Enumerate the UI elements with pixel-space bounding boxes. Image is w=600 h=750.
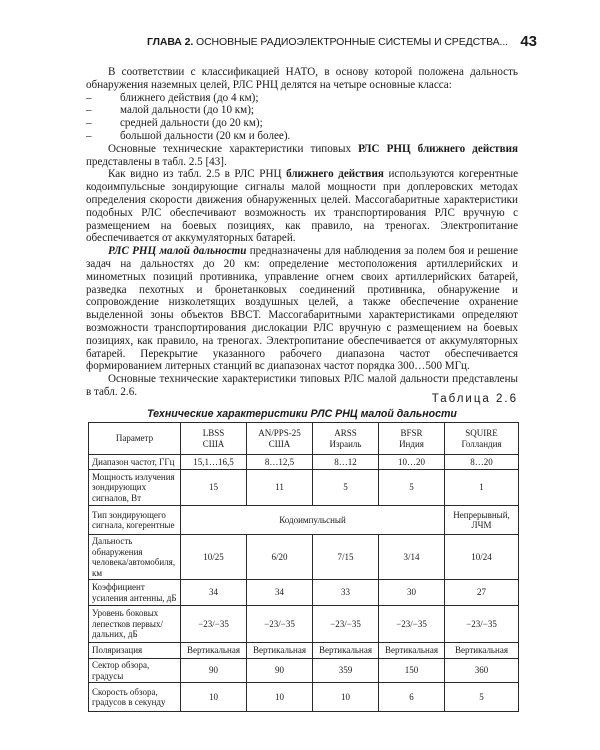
list-item-text: большой дальности (20 км и более). <box>120 129 291 142</box>
table-row <box>89 535 519 580</box>
text-run: предназначены для наблюдения за полем боя и решение задач на дальностях до 20 км: определение местоположения артиллерийских и минометных позиций противника, управление огнем своих артиллерийских батарей, разведка пехотных и бронетанковых соединений противника, обнаружение и сопровождение низколетящих воздушных целей, а также обеспечение охранение выделенной зоны объектов ВВСТ. Массогабаритными характеристиками определяют возможности транспортирования дислокации РЛС вручную с размещением на боевых позициях, как правило, на треногах. Электропитание обеспечивается от аккумуляторных батарей. Перекрытие указанного рабочего диапазона частот обеспечивается формированием литерных станций вс диапазонах частот порядка 300…500 МГц. <box>86 245 519 373</box>
table-cell: 359 <box>313 659 379 683</box>
table-cell: −23/−35 <box>247 606 313 643</box>
class-list <box>86 92 518 143</box>
table-row <box>89 606 519 643</box>
bold-italic-term: РЛС РНЦ малой дальности <box>108 245 247 258</box>
table-row <box>89 580 519 606</box>
list-item-text: средней дальности (до 20 км); <box>120 117 263 130</box>
table-cell: Непрерывный, ЛЧМ <box>445 506 519 535</box>
table-cell: 10/25 <box>181 535 247 580</box>
table-cell: 34 <box>181 580 247 606</box>
paragraph <box>86 245 518 373</box>
list-dash: – <box>86 104 92 117</box>
table-cell: 5 <box>379 470 445 506</box>
column-header <box>247 423 313 455</box>
table-cell: 1 <box>445 470 519 506</box>
table-title: Технические характеристики РЛС РНЦ малой дальности <box>147 408 457 420</box>
table-cell: 33 <box>313 580 379 606</box>
radar-name: ARSS <box>334 428 357 438</box>
body-text <box>86 66 518 399</box>
table-cell: 5 <box>445 683 519 712</box>
row-param: Дальность обнаружения человека/автомобиля, км <box>89 535 181 580</box>
list-item <box>86 92 518 105</box>
text-run: используются когерентные кодоимпульсные зондирующие сигналы малой мощности при доплеровских методах определения скорости движения обнаруженных целей. Массогабаритные характеристики подобных РЛС обеспечивают возможность их транспортирования РЛС вручную с размещением на боевых позициях, как правило, на треногах. Электропитание обеспечивается от аккумуляторных батарей. <box>86 168 518 245</box>
table-cell: 6 <box>379 683 445 712</box>
table-cell: Вертикальная <box>247 643 313 659</box>
list-item-text: ближнего действия (до 4 км); <box>120 91 259 104</box>
text-run: представлены в табл. 2.5 [43]. <box>86 155 227 168</box>
page-number: 43 <box>520 33 537 50</box>
radar-name: SQUIRE <box>465 428 498 438</box>
table-cell: Вертикальная <box>445 643 519 659</box>
paragraph <box>86 143 518 169</box>
table-cell: −23/−35 <box>313 606 379 643</box>
table-row <box>89 643 519 659</box>
radar-country: США <box>268 438 291 449</box>
row-param: Уровень боковых лепестков первых/дальних, дБ <box>89 606 181 643</box>
spec-table <box>88 422 519 712</box>
bold-term: ближнего действия <box>286 168 384 181</box>
table-cell: 10 <box>313 683 379 712</box>
list-item <box>86 104 518 117</box>
radar-name: BFSR <box>400 428 423 438</box>
row-param: Тип зондирующего сигнала, когерентные <box>89 506 181 535</box>
table-row <box>89 470 519 506</box>
column-header <box>313 423 379 455</box>
list-item-text: малой дальности (до 10 км); <box>120 104 254 117</box>
list-item <box>86 130 518 143</box>
radar-country: США <box>202 438 225 449</box>
table-cell-merged: Кодоимпульсный <box>181 506 445 535</box>
bold-term: РЛС РНЦ ближнего действия <box>358 142 518 155</box>
table-cell: −23/−35 <box>445 606 519 643</box>
table-cell: 34 <box>247 580 313 606</box>
table-cell: 90 <box>247 659 313 683</box>
table-cell: 10 <box>181 683 247 712</box>
table-cell: 3/14 <box>379 535 445 580</box>
text-run: Основные технические характеристики типовых <box>108 142 359 155</box>
table-cell: 360 <box>445 659 519 683</box>
table-header-row <box>89 423 519 455</box>
column-header <box>445 423 519 455</box>
table-cell: 27 <box>445 580 519 606</box>
column-header <box>379 423 445 455</box>
table-cell: 150 <box>379 659 445 683</box>
table-cell: 5 <box>313 470 379 506</box>
paragraph <box>86 168 518 245</box>
table-cell: 6/20 <box>247 535 313 580</box>
table-cell: 8…12 <box>313 455 379 470</box>
row-param: Поляризация <box>89 643 181 659</box>
radar-name: AN/PPS-25 <box>258 428 301 438</box>
table-cell: 11 <box>247 470 313 506</box>
table-cell: Вертикальная <box>313 643 379 659</box>
radar-name: LBSS <box>202 428 225 438</box>
chapter-label: ГЛАВА 2. <box>147 36 194 48</box>
table-row <box>89 683 519 712</box>
table-cell: 8…20 <box>445 455 519 470</box>
table-cell: 10 <box>247 683 313 712</box>
table-cell: Вертикальная <box>379 643 445 659</box>
param-header: Параметр <box>89 423 181 455</box>
running-header <box>147 33 537 55</box>
table-cell: 90 <box>181 659 247 683</box>
text-run: Как видно из табл. 2.5 в РЛС РНЦ <box>108 168 287 181</box>
table-cell: 7/15 <box>313 535 379 580</box>
list-dash: – <box>86 129 92 142</box>
paragraph: В соответствии с классификацией НАТО, в основу которой положена дальность обнаружения наземных целей, РЛС РНЦ делятся на четыре основные класса: <box>86 66 518 91</box>
paragraph: Основные технические характеристики типовых РЛС малой дальности представлены в табл. 2.6. <box>86 373 518 398</box>
row-param: Скорость обзора, градусов в секунду <box>89 683 181 712</box>
column-header <box>181 423 247 455</box>
table-cell: Вертикальная <box>181 643 247 659</box>
table-row <box>89 455 519 470</box>
table-cell: −23/−35 <box>379 606 445 643</box>
row-param: Коэффициент усиления антенны, дБ <box>89 580 181 606</box>
list-item <box>86 117 518 130</box>
table-cell: 15,1…16,5 <box>181 455 247 470</box>
table-cell: 8…12,5 <box>247 455 313 470</box>
table-cell: 10/24 <box>445 535 519 580</box>
row-param: Мощность излучения зондирующих сигналов, Вт <box>89 470 181 506</box>
radar-country: Израиль <box>329 438 362 449</box>
radar-country: Голландия <box>461 438 502 449</box>
table-cell: −23/−35 <box>181 606 247 643</box>
radar-country: Индия <box>399 438 424 449</box>
row-param: Диапазон частот, ГГц <box>89 455 181 470</box>
table-row <box>89 506 519 535</box>
table-row <box>89 659 519 683</box>
table-cell: 10…20 <box>379 455 445 470</box>
table-cell: 30 <box>379 580 445 606</box>
chapter-title <box>147 36 508 48</box>
table-number: Таблица 2.6 <box>431 393 518 405</box>
list-dash: – <box>86 91 92 104</box>
row-param: Сектор обзора, градусы <box>89 659 181 683</box>
list-dash: – <box>86 117 92 130</box>
chapter-name: ОСНОВНЫЕ РАДИОЭЛЕКТРОННЫЕ СИСТЕМЫ И СРЕДСТВА... <box>196 36 508 48</box>
table-cell: 15 <box>181 470 247 506</box>
